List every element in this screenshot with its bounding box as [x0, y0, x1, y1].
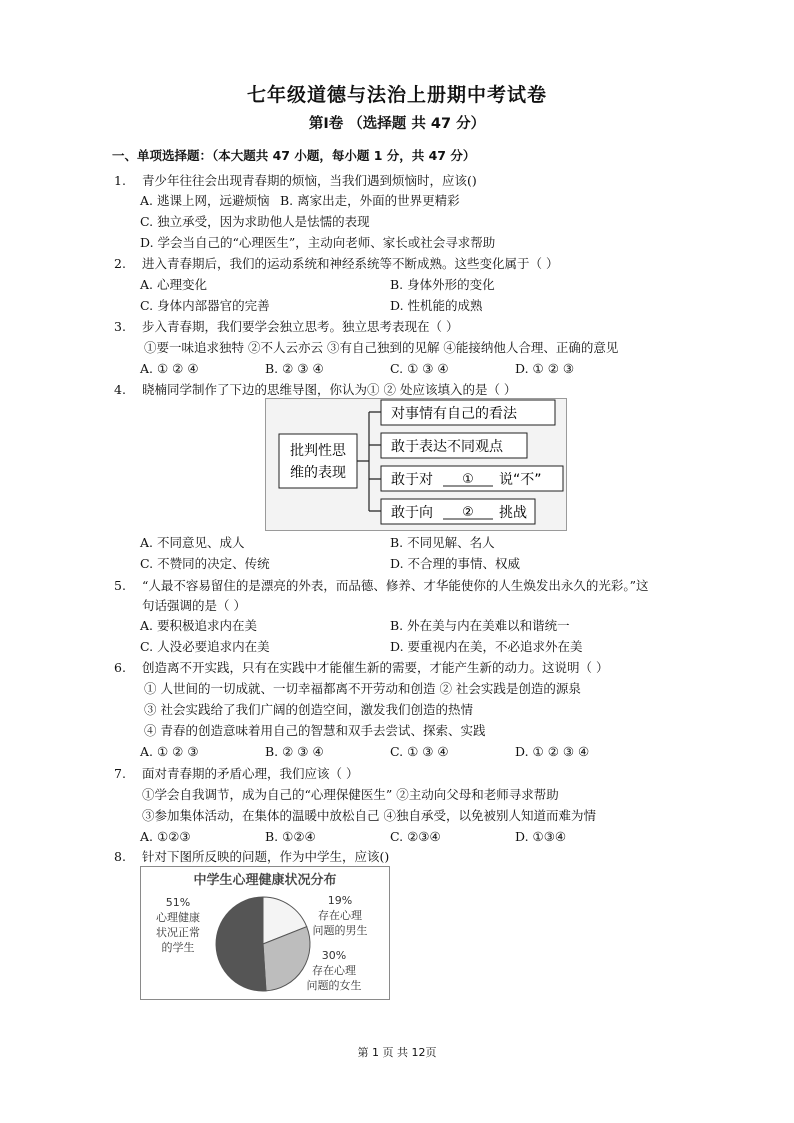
q6-text: 创造离不开实践，只有在实践中才能催生新的需要，才能产生新的动力。这说明（ ） — [142, 660, 609, 675]
q8-text: 针对下图所反映的问题，作为中学生，应该() — [142, 849, 390, 864]
q2-option-c: C. 身体内部器官的完善 — [140, 298, 270, 313]
pie-label-girls-l2: 问题的女生 — [306, 979, 362, 992]
mind-map-blank-1-label: ① — [462, 472, 474, 487]
q6-option-a: A. ① ② ③ — [140, 744, 199, 759]
mind-map-diagram — [265, 398, 567, 531]
pie-label-girls-pct: 30% — [321, 949, 347, 962]
q3-option-d: D. ① ② ③ — [515, 361, 575, 376]
q7-option-c: C. ②③④ — [390, 829, 441, 844]
q5-option-d: D. 要重视内在美，不必追求外在美 — [390, 639, 583, 654]
q3-option-c: C. ① ③ ④ — [390, 361, 449, 376]
page-footer: 第 1 页 共 12页 — [357, 1046, 437, 1059]
q1-option-d: D. 学会当自己的“心理医生”，主动向老师、家长或社会寻求帮助 — [140, 235, 496, 250]
page-subtitle: 第Ⅰ卷 （选择题 共 47 分） — [308, 116, 486, 132]
mind-map-branch-3-suffix: 说“不” — [499, 472, 542, 488]
mind-map-blank-2-label: ② — [462, 505, 474, 520]
q7-text: 面对青春期的矛盾心理，我们应该（ ） — [142, 766, 359, 781]
q4-option-b: B. 不同见解、名人 — [390, 535, 495, 550]
q5-number: 5. — [114, 578, 126, 593]
pie-label-healthy-l3: 的学生 — [161, 941, 195, 954]
q7-statement-1-2: ①学会自我调节，成为自己的“心理保健医生” ②主动向父母和老师寻求帮助 — [142, 787, 559, 802]
pie-label-healthy-l2: 状况正常 — [156, 926, 200, 939]
q2-option-a: A. 心理变化 — [140, 277, 207, 292]
q4-option-d: D. 不合理的事情、权威 — [390, 556, 521, 571]
mind-map-root-line2: 维的表现 — [290, 465, 346, 481]
q8-number: 8. — [114, 849, 126, 864]
q6-option-b: B. ② ③ ④ — [265, 744, 324, 759]
mind-map-branch-2: 敢于表达不同观点 — [391, 439, 503, 455]
q4-text: 晓楠同学制作了下边的思维导图，你认为① ② 处应该填入的是（ ） — [142, 382, 517, 397]
section-heading: 一、单项选择题：（本大题共 47 小题，每小题 1 分，共 47 分） — [112, 148, 476, 163]
q7-option-d: D. ①③④ — [515, 829, 567, 844]
q6-statement-3: ③ 社会实践给了我们广阔的创造空间，激发我们创造的热情 — [144, 702, 473, 717]
q2-number: 2. — [114, 256, 126, 271]
q3-option-a: A. ① ② ④ — [140, 361, 199, 376]
q2-option-d: D. 性机能的成熟 — [390, 298, 483, 313]
q1-option-a: A. 逃课上网，远避烦恼 — [140, 193, 270, 208]
q7-number: 7. — [114, 766, 126, 781]
pie-label-girls-l1: 存在心理 — [312, 964, 356, 977]
q4-option-c: C. 不赞同的决定、传统 — [140, 556, 270, 571]
q6-number: 6. — [114, 660, 126, 675]
q1-number: 1. — [114, 173, 126, 188]
mind-map-branch-1: 对事情有自己的看法 — [391, 406, 517, 422]
q2-text: 进入青春期后，我们的运动系统和神经系统等不断成熟。这些变化属于（ ） — [142, 256, 559, 271]
q5-option-a: A. 要积极追求内在美 — [140, 618, 257, 633]
q6-statement-1-2: ① 人世间的一切成就、一切幸福都离不开劳动和创造 ② 社会实践是创造的源泉 — [144, 681, 581, 696]
pie-chart-title: 中学生心理健康状况分布 — [193, 873, 337, 888]
q3-statements: ①要一味追求独特 ②不人云亦云 ③有自己独到的见解 ④能接纳他人合理、正确的意见 — [144, 340, 619, 355]
q7-statement-3-4: ③参加集体活动，在集体的温暖中放松自己 ④独自承受，以免被别人知道而难为情 — [142, 808, 596, 823]
q4-number: 4. — [114, 382, 126, 397]
q5-option-c: C. 人没必要追求内在美 — [140, 639, 270, 654]
q6-option-c: C. ① ③ ④ — [390, 744, 449, 759]
q7-option-b: B. ①②④ — [265, 829, 316, 844]
q1-option-b: B. 离家出走，外面的世界更精彩 — [280, 193, 460, 208]
q5-text: “人最不容易留住的是漂亮的外表，而品德、修养、才华能使你的人生焕发出永久的光彩。”这 — [142, 578, 649, 593]
q6-option-d: D. ① ② ③ ④ — [515, 744, 590, 759]
mind-map-branch-3-prefix: 敢于对 — [391, 472, 433, 488]
page-title: 七年级道德与法治上册期中考试卷 — [246, 84, 547, 106]
q3-text: 步入青春期，我们要学会独立思考。独立思考表现在（ ） — [142, 319, 459, 334]
q1-option-c: C. 独立承受，因为求助他人是怯懦的表现 — [140, 214, 370, 229]
q5-text-cont: 句话强调的是（ ） — [142, 598, 246, 613]
mind-map-branch-4-suffix: 挑战 — [499, 505, 527, 521]
pie-chart — [140, 866, 390, 1000]
q6-statement-4: ④ 青春的创造意味着用自己的智慧和双手去尝试、探索、实践 — [144, 723, 486, 738]
q3-option-b: B. ② ③ ④ — [265, 361, 324, 376]
q2-option-b: B. 身体外形的变化 — [390, 277, 495, 292]
pie-label-boys-pct: 19% — [327, 894, 353, 907]
q1-text: 青少年往往会出现青春期的烦恼，当我们遇到烦恼时，应该() — [142, 173, 477, 188]
pie-label-healthy-pct: 51% — [165, 896, 191, 909]
pie-label-healthy-l1: 心理健康 — [156, 911, 200, 924]
q5-option-b: B. 外在美与内在美难以和谐统一 — [390, 618, 570, 633]
pie-label-boys-l1: 存在心理 — [318, 909, 362, 922]
mind-map-branch-4-prefix: 敢于向 — [391, 505, 433, 521]
mind-map-root-line1: 批判性思 — [290, 443, 346, 459]
q7-option-a: A. ①②③ — [140, 829, 191, 844]
pie-label-boys-l2: 问题的男生 — [312, 924, 368, 937]
q4-option-a: A. 不同意见、成人 — [140, 535, 245, 550]
q3-number: 3. — [114, 319, 126, 334]
